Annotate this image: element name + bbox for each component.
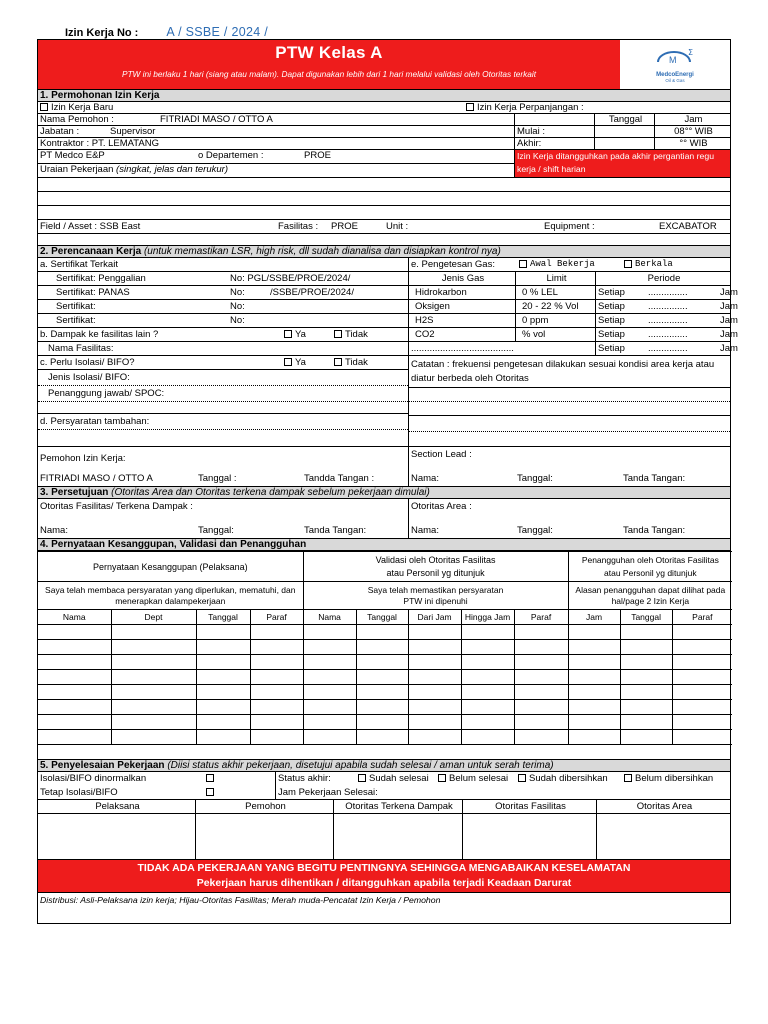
validation-cell[interactable]	[111, 655, 196, 670]
mulai-label: Mulai :	[515, 126, 595, 137]
validation-row[interactable]	[38, 670, 732, 685]
validation-cell[interactable]	[196, 700, 250, 715]
validation-cell[interactable]	[672, 730, 732, 745]
svg-text:M: M	[669, 55, 677, 65]
department-label: o Departemen :	[198, 150, 264, 161]
validation-cell[interactable]	[196, 655, 250, 670]
validation-table-columns: Nama Dept Tanggal Paraf Nama Tanggal Dari Jam Hingga Jam Paraf Jam Tanggal Paraf	[38, 610, 732, 625]
validation-cell[interactable]	[514, 700, 568, 715]
validation-cell[interactable]	[408, 700, 461, 715]
uraian-line-1[interactable]	[38, 178, 730, 192]
jabatan-value: Supervisor	[110, 126, 156, 137]
validation-cell[interactable]	[620, 655, 672, 670]
validation-cell[interactable]	[568, 625, 620, 640]
validation-table	[38, 551, 732, 745]
validation-cell[interactable]	[672, 670, 732, 685]
validation-cell[interactable]	[568, 730, 620, 745]
validation-cell[interactable]	[250, 640, 303, 655]
cert-row-2[interactable]: Sertifikat: PANAS No: /SSBE/PROE/2024/	[38, 286, 408, 300]
validation-cell[interactable]	[461, 730, 514, 745]
pernyataan-header: Pernyataan Kesanggupan (Pelaksana)	[38, 552, 303, 582]
validation-cell[interactable]	[568, 715, 620, 730]
checkbox-izin-baru[interactable]	[40, 103, 48, 111]
validation-cell[interactable]	[356, 700, 408, 715]
validation-cell[interactable]	[461, 685, 514, 700]
mulai-tanggal-field[interactable]	[595, 126, 655, 137]
jenis-isolasi-row[interactable]: Jenis Isolasi/ BIFO:	[38, 370, 408, 386]
signoff-otoritas-area[interactable]	[597, 814, 730, 859]
validation-cell[interactable]	[672, 700, 732, 715]
validation-cell[interactable]	[514, 685, 568, 700]
validation-cell[interactable]	[672, 640, 732, 655]
equipment-value: EXCABATOR	[659, 221, 717, 232]
validation-cell[interactable]	[356, 670, 408, 685]
validation-cell[interactable]	[568, 685, 620, 700]
pt-and-note-row	[38, 150, 730, 178]
validation-cell[interactable]	[461, 670, 514, 685]
validation-row[interactable]	[38, 625, 732, 640]
planning-left	[38, 258, 409, 446]
validation-row[interactable]	[38, 715, 732, 730]
form-subtitle: PTW ini berlaku 1 hari (siang atau malam). Dapat digunakan lebih dari 1 hari melalui validasi oleh Otoritas terkait	[121, 69, 537, 79]
permit-number-label: Izin Kerja No :	[65, 27, 139, 39]
validation-cell[interactable]	[620, 625, 672, 640]
validation-cell[interactable]	[461, 655, 514, 670]
validation-cell[interactable]	[250, 655, 303, 670]
cert-row-4[interactable]: Sertifikat: No:	[38, 314, 408, 328]
validation-cell[interactable]	[356, 685, 408, 700]
validation-cell[interactable]	[461, 715, 514, 730]
planning-block	[38, 258, 738, 447]
validation-cell[interactable]	[514, 670, 568, 685]
validation-cell[interactable]	[672, 685, 732, 700]
validation-cell[interactable]	[303, 730, 356, 745]
tanggal-header: Tanggal	[595, 114, 655, 125]
validation-cell[interactable]	[514, 625, 568, 640]
izin-perpanjangan-option[interactable]: Izin Kerja Perpanjangan :	[466, 102, 584, 113]
validation-cell[interactable]	[111, 700, 196, 715]
fasilitas-label: Fasilitas :	[278, 221, 319, 232]
pt-department-line[interactable]	[38, 150, 514, 164]
section-2-title: 2. Perencanaan Kerja (untuk memastikan LSR, high risk, dll sudah dianalisa dan disiapkan kontrol nya)	[38, 246, 730, 258]
validation-cell[interactable]	[111, 685, 196, 700]
penangguhan-header: Penangguhan oleh Otoritas Fasilitas atau Personil yg ditunjuk	[568, 552, 732, 582]
validation-cell[interactable]	[111, 640, 196, 655]
validation-cell[interactable]	[408, 655, 461, 670]
validation-cell[interactable]	[514, 730, 568, 745]
akhir-tanggal-field[interactable]	[595, 138, 655, 149]
department-value: PROE	[304, 150, 331, 161]
validation-cell[interactable]	[356, 655, 408, 670]
akhir-jam-value[interactable]: °° WIB	[679, 138, 708, 149]
cert-row-3[interactable]: Sertifikat: No:	[38, 300, 408, 314]
validation-cell[interactable]	[38, 730, 111, 745]
validasi-header: Validasi oleh Otoritas Fasilitas atau Personil yg ditunjuk	[303, 552, 568, 582]
logo-text: MedcoEnergi	[656, 72, 694, 78]
validation-cell[interactable]	[620, 730, 672, 745]
gas-row-other[interactable]: ....................................... Setiap ............... Jam	[411, 343, 738, 354]
jam-selesai-field[interactable]: Jam Pekerjaan Selesai:	[278, 787, 378, 798]
checkbox-sudah-selesai[interactable]	[358, 774, 366, 782]
izin-baru-option[interactable]: Izin Kerja Baru	[38, 102, 730, 113]
uraian-line-3[interactable]	[38, 206, 730, 220]
validation-cell[interactable]	[672, 655, 732, 670]
permit-type-row	[38, 102, 730, 114]
mulai-jam-value[interactable]: 08°° WIB	[674, 126, 713, 137]
validation-cell[interactable]	[672, 625, 732, 640]
validation-cell[interactable]	[568, 700, 620, 715]
kontraktor-row	[38, 138, 730, 150]
validation-cell[interactable]	[408, 625, 461, 640]
validation-cell[interactable]	[568, 670, 620, 685]
validasi-desc: Saya telah memastikan persyaratan PTW ini dipenuhi	[303, 582, 568, 610]
validation-cell[interactable]	[408, 685, 461, 700]
checkbox-belum-selesai[interactable]	[438, 774, 446, 782]
checkbox-awal-bekerja[interactable]	[519, 260, 527, 268]
blank-row-b	[38, 430, 408, 444]
permit-number-value[interactable]: A / SSBE / 2024 /	[166, 25, 269, 39]
penanggung-row[interactable]: Penanggung jawab/ SPOC:	[38, 386, 408, 402]
gas-table-header: Jenis Gas Limit Periode	[409, 272, 730, 286]
persyaratan-row[interactable]: d. Persyaratan tambahan:	[38, 414, 408, 430]
validation-cell[interactable]	[38, 655, 111, 670]
validation-cell[interactable]	[111, 715, 196, 730]
distribution-note: Distribusi: Asli-Pelaksana izin kerja; Hijau-Otoritas Fasilitas; Merah muda-Pencatat Izin Kerja / Pemohon	[40, 895, 441, 905]
pt-name: PT Medco E&P	[40, 150, 105, 161]
validation-cell[interactable]	[356, 715, 408, 730]
safety-banner-line-2: Pekerjaan harus dihentikan / ditangguhkan apabila terjadi Keadaan Darurat	[196, 877, 572, 889]
validation-cell[interactable]	[408, 670, 461, 685]
validation-cell[interactable]	[303, 685, 356, 700]
validation-cell[interactable]	[111, 625, 196, 640]
checkbox-dampak-ya[interactable]	[284, 330, 292, 338]
checkbox-isolasi-dinormalkan[interactable]	[206, 774, 214, 782]
validation-cell[interactable]	[620, 685, 672, 700]
signoff-otoritas-fasilitas[interactable]	[463, 814, 597, 859]
validation-cell[interactable]	[196, 715, 250, 730]
otoritas-area-label: Otoritas Area :	[411, 501, 472, 512]
validation-cell[interactable]	[514, 655, 568, 670]
spacer-row	[38, 234, 730, 246]
blank-row-a	[38, 402, 408, 414]
safety-banner-line-1: TIDAK ADA PEKERJAAN YANG BEGITU PENTINGNYA SEHINGGA MENGABAIKAN KESELAMATAN	[137, 862, 631, 874]
validation-cell[interactable]	[38, 640, 111, 655]
safety-banner	[38, 860, 730, 893]
checkbox-isolasi-ya[interactable]	[284, 358, 292, 366]
completion-row-1: Isolasi/BIFO dinormalkan Status akhir: Sudah selesai Belum selesai Sudah dibersihkan Belum dibersihkan	[40, 773, 714, 784]
validation-cell[interactable]	[38, 685, 111, 700]
checkbox-sudah-dibersihkan[interactable]	[518, 774, 526, 782]
validation-cell[interactable]	[303, 670, 356, 685]
signoff-pelaksana[interactable]	[38, 814, 196, 859]
otoritas-fasilitas-label: Otoritas Fasilitas/ Terkena Dampak :	[40, 501, 193, 512]
field-asset: Field / Asset : SSB East	[40, 221, 141, 232]
validation-cell[interactable]	[38, 625, 111, 640]
sertifikat-header: a. Sertifikat Terkait	[38, 258, 408, 272]
nama-pemohon-cell[interactable]: Nama Pemohon : FITRIADI MASO / OTTO A	[38, 114, 515, 125]
title-block	[38, 40, 730, 90]
signoff-pemohon[interactable]	[196, 814, 334, 859]
nama-pemohon-row	[38, 114, 730, 126]
nama-pemohon-value: FITRIADI MASO / OTTO A	[160, 114, 273, 125]
validation-cell[interactable]	[38, 715, 111, 730]
validation-cell[interactable]	[303, 715, 356, 730]
checkbox-berkala[interactable]	[624, 260, 632, 268]
gas-row-oksigen[interactable]: Oksigen 20 - 22 % Vol Setiap ............... Jam	[409, 300, 730, 314]
checkbox-tetap-isolasi[interactable]	[206, 788, 214, 796]
validation-cell[interactable]	[356, 625, 408, 640]
validation-cell[interactable]	[111, 670, 196, 685]
gas-test-header: e. Pengetesan Gas: Awal Bekerja Berkala	[409, 258, 730, 272]
section-1-title: 1. Permohonan Izin Kerja	[38, 90, 730, 102]
company-logo	[620, 40, 730, 89]
pernyataan-desc: Saya telah membaca persyaratan yang diperlukan, mematuhi, dan menerapkan dalampekerjaan	[38, 582, 303, 610]
checkbox-belum-dibersihkan[interactable]	[624, 774, 632, 782]
validation-cell[interactable]	[408, 715, 461, 730]
logo-subtext: Oil & Gas	[665, 78, 685, 83]
validation-cell[interactable]	[672, 715, 732, 730]
validation-cell[interactable]	[303, 655, 356, 670]
validation-cell[interactable]	[461, 640, 514, 655]
validation-cell[interactable]	[111, 730, 196, 745]
validation-cell[interactable]	[303, 640, 356, 655]
validation-cell[interactable]	[303, 625, 356, 640]
gas-row-hidrokarbon[interactable]: Hidrokarbon 0 % LEL Setiap ............... Jam	[409, 286, 730, 300]
signoff-row	[38, 814, 730, 860]
gas-row-h2s[interactable]: H2S 0 ppm Setiap ............... Jam	[409, 314, 730, 328]
validation-cell[interactable]	[250, 700, 303, 715]
section-3-title: 3. Persetujuan (Otoritas Area dan Otoritas terkena dampak sebelum pekerjaan dimulai)	[38, 487, 730, 499]
isolasi-row[interactable]: c. Perlu Isolasi/ BIFO? Ya Tidak	[38, 356, 408, 370]
medco-logo-icon	[652, 46, 698, 72]
validation-cell[interactable]	[568, 655, 620, 670]
kontraktor-cell[interactable]: Kontraktor : PT. LEMATANG	[38, 138, 515, 149]
title-banner	[38, 40, 620, 89]
jabatan-row	[38, 126, 730, 138]
section-4-title: 4. Pernyataan Kesanggupan, Validasi dan Penangguhan	[38, 539, 730, 551]
validation-cell[interactable]	[568, 640, 620, 655]
akhir-label: Akhir:	[515, 138, 595, 149]
fasilitas-value: PROE	[331, 221, 358, 232]
pemohon-name: FITRIADI MASO / OTTO A	[40, 473, 153, 484]
validation-cell[interactable]	[250, 625, 303, 640]
validation-cell[interactable]	[356, 640, 408, 655]
validation-row[interactable]	[38, 640, 732, 655]
pemohon-label: Pemohon Izin Kerja:	[40, 453, 126, 464]
validation-cell[interactable]	[196, 640, 250, 655]
validation-row[interactable]	[38, 655, 732, 670]
validation-cell[interactable]	[620, 640, 672, 655]
equipment-label: Equipment :	[544, 221, 595, 232]
checkbox-isolasi-tidak[interactable]	[334, 358, 342, 366]
cert-row-1[interactable]: Sertifikat: Penggalian No: PGL/SSBE/PROE/2024/	[38, 272, 408, 286]
validation-cell[interactable]	[408, 730, 461, 745]
planning-right	[409, 258, 738, 446]
dampak-row[interactable]: b. Dampak ke fasilitas lain ? Ya Tidak	[38, 328, 408, 342]
section-lead-label: Section Lead :	[411, 449, 472, 460]
validation-cell[interactable]	[250, 715, 303, 730]
nama-fasilitas-row[interactable]: Nama Fasilitas:	[38, 342, 408, 356]
validation-cell[interactable]	[461, 625, 514, 640]
uraian-label-line: Uraian Pekerjaan (singkat, jelas dan terukur)	[40, 164, 228, 175]
gas-row-co2[interactable]: CO2 % vol Setiap ............... Jam	[409, 328, 730, 342]
permit-number-line	[37, 22, 731, 39]
validation-cell[interactable]	[620, 670, 672, 685]
checkbox-dampak-tidak[interactable]	[334, 330, 342, 338]
validation-rows[interactable]	[38, 625, 732, 745]
gas-test-note: Catatan : frekuensi pengetesan dilakukan sesuai kondisi area kerja atau diatur berbeda oleh Otoritas	[409, 356, 730, 388]
validation-cell[interactable]	[408, 640, 461, 655]
validation-row[interactable]	[38, 685, 732, 700]
svg-text:Σ: Σ	[688, 48, 694, 57]
field-asset-row[interactable]	[38, 220, 730, 234]
jam-header: Jam	[684, 114, 703, 125]
uraian-line-2[interactable]	[38, 192, 730, 206]
penangguhan-desc: Alasan penangguhan dapat dilihat pada hal/page 2 Izin Kerja	[568, 582, 732, 610]
signoff-header-row: Pelaksana Pemohon Otoritas Terkena Dampak Otoritas Fasilitas Otoritas Area	[38, 800, 730, 814]
section-5-title: 5. Penyelesaian Pekerjaan (Diisi status akhir pekerjaan, disetujui apabila sudah selesai / aman untuk serah terima)	[38, 760, 730, 772]
checkbox-perpanjangan[interactable]	[466, 103, 474, 111]
validation-cell[interactable]	[303, 700, 356, 715]
validation-row[interactable]	[38, 700, 732, 715]
signoff-otoritas-terkena[interactable]	[334, 814, 463, 859]
jabatan-cell[interactable]: Jabatan : Supervisor	[38, 126, 515, 137]
completion-row-2: Tetap Isolasi/BIFO Jam Pekerjaan Selesai:	[38, 786, 730, 800]
validation-cell[interactable]	[196, 670, 250, 685]
validation-cell[interactable]	[250, 730, 303, 745]
validation-cell[interactable]	[514, 640, 568, 655]
validation-cell[interactable]	[620, 700, 672, 715]
form-title: PTW Kelas A	[275, 43, 383, 62]
validation-cell[interactable]	[196, 685, 250, 700]
validation-cell[interactable]	[196, 730, 250, 745]
validation-row[interactable]	[38, 730, 732, 745]
validation-cell[interactable]	[356, 730, 408, 745]
suspension-note: Izin Kerja ditangguhkan pada akhir pergantian regu kerja / shift harian	[515, 150, 730, 177]
validation-cell[interactable]	[250, 670, 303, 685]
pemohon-signature-block: Pemohon Izin Kerja: FITRIADI MASO / OTTO A Tanggal : Tandda Tangan : Section Lead : Nama: Tanggal: Tanda Tangan:	[38, 447, 730, 487]
validation-cell[interactable]	[38, 700, 111, 715]
validation-cell[interactable]	[514, 715, 568, 730]
approval-block: Otoritas Fasilitas/ Terkena Dampak : Nama: Tanggal: Tanda Tangan: Otoritas Area : Nama: Tanggal: Tanda Tangan:	[38, 499, 730, 539]
unit-label: Unit :	[386, 221, 409, 232]
validation-cell[interactable]	[250, 685, 303, 700]
validation-cell[interactable]	[620, 715, 672, 730]
validation-cell[interactable]	[461, 700, 514, 715]
ptw-form	[37, 39, 738, 924]
validation-cell[interactable]	[196, 625, 250, 640]
validation-cell[interactable]	[38, 670, 111, 685]
